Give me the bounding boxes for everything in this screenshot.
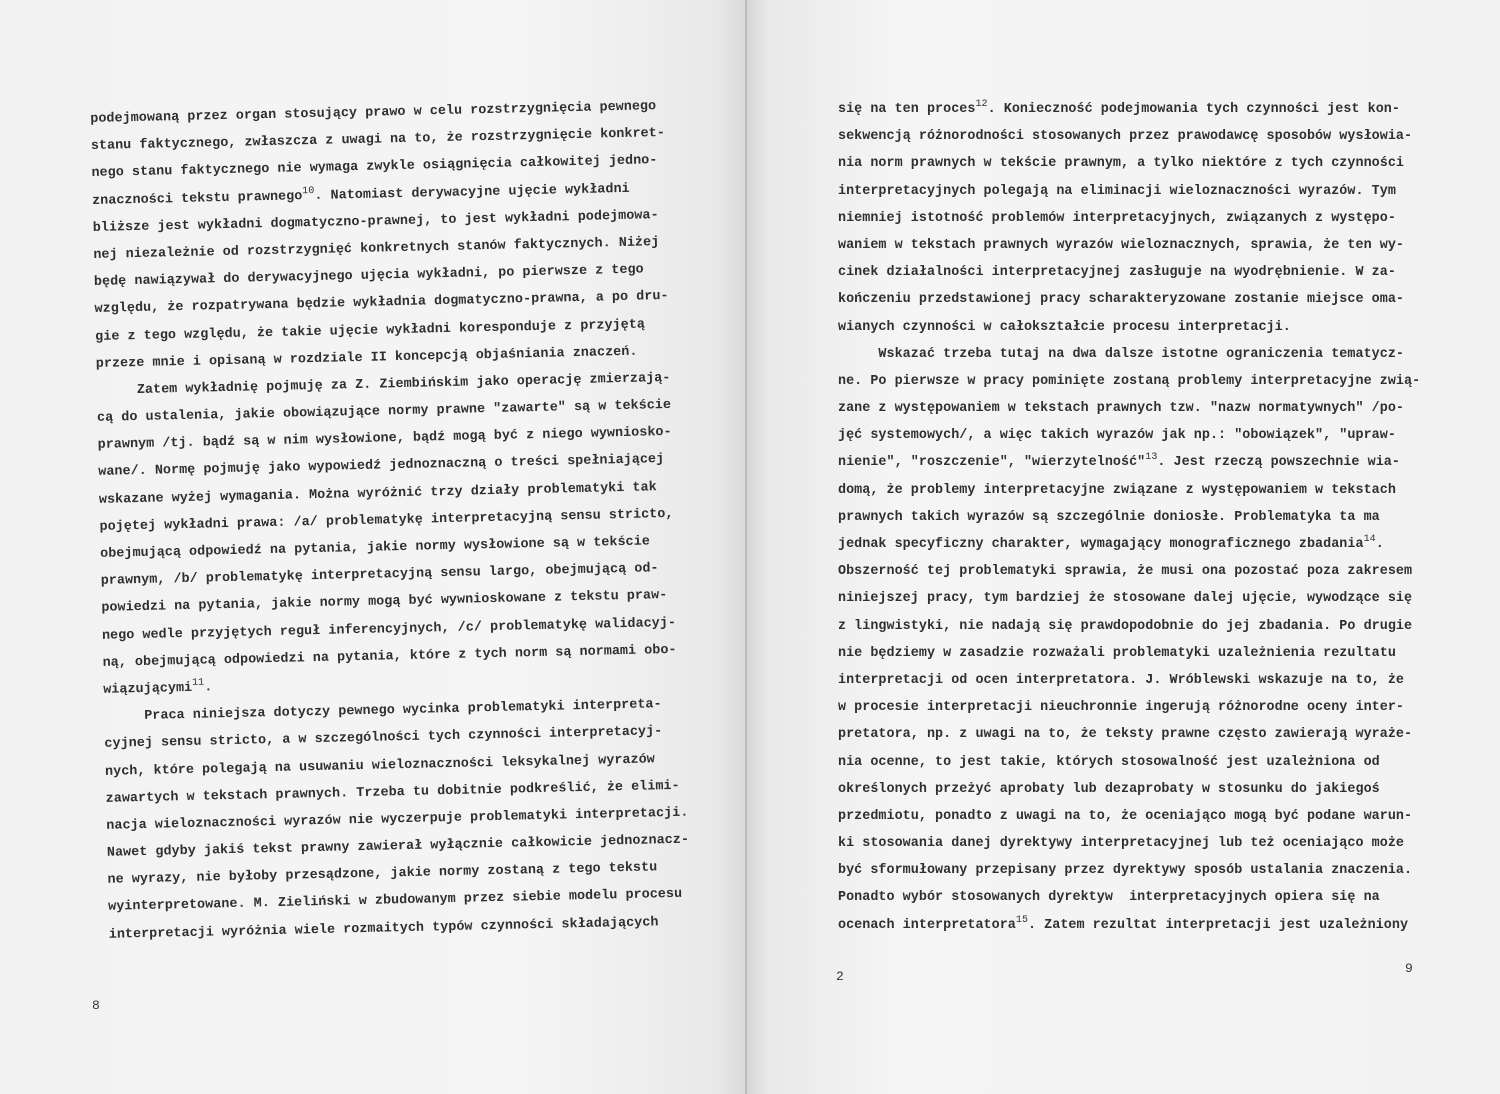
text-line-content: cinek działalności interpretacyjnej zasługuje na wyodrębnienie. W za- xyxy=(838,265,1396,281)
text-line-content: domą, że problemy interpretacyjne związane z występowaniem w tekstach xyxy=(838,482,1396,498)
footnote-marker: 12 xyxy=(975,99,988,110)
text-line-content: Ponadto wybór stosowanych dyrektyw interpretacyjnych opiera się na xyxy=(838,890,1380,906)
text-line-content: zane z występowaniem w tekstach prawnych tzw. "nazw normatywnych" /po- xyxy=(838,401,1404,417)
text-line-continuation: . xyxy=(1375,537,1384,552)
footnote-marker: 10 xyxy=(302,185,315,197)
text-line-content: względu, że rozpatrywana będzie wykładnia dogmatyczno-prawna, a po dru- xyxy=(94,289,669,318)
left-page-number: 8 xyxy=(92,998,100,1013)
text-line-content: kończeniu przedstawionej pracy scharakteryzowane zostanie miejsce oma- xyxy=(838,292,1404,308)
text-line-content: ną, obejmującą odpowiedzi na pytania, które z tych norm są normami obo- xyxy=(102,642,677,671)
left-page xyxy=(0,0,747,1094)
text-line xyxy=(838,286,1420,313)
text-line-content: w procesie interpretacji nieuchronnie ingerują różnorodne oceny inter- xyxy=(838,700,1404,716)
text-line xyxy=(838,803,1420,830)
text-line-content: powiedzi na pytania, jakie normy mogą być wywnioskowane z tekstu praw- xyxy=(101,588,668,617)
footnote-marker: 14 xyxy=(1363,534,1376,545)
text-line xyxy=(838,585,1420,612)
footnote-marker: 11 xyxy=(191,677,205,689)
text-line-content: przedmiotu, ponadto z uwagi na to, że oceniająco mogą być podane warun- xyxy=(838,808,1413,824)
text-line-content: znaczności tekstu prawnego xyxy=(91,188,303,209)
text-line xyxy=(838,721,1420,748)
text-line-content: niemniej istotność problemów interpretacyjnych, związanych z występo- xyxy=(838,210,1396,226)
text-line-content: interpretacji wyróżnia wiele rozmaitych typów czynności składających xyxy=(108,914,659,943)
text-line-content: niniejszej pracy, tym bardziej że stosowane dalej ujęcie, wywodzące się xyxy=(838,591,1413,607)
text-line-content: prawnych takich wyrazów są szczególnie doniosłe. Problematyka ta ma xyxy=(838,509,1380,525)
text-line-content: interpretacyjnych polegają na eliminacji wieloznaczności wyrazów. Tym xyxy=(838,183,1396,199)
text-line xyxy=(838,531,1420,558)
text-line-content: podejmowaną przez organ stosujący prawo w celu rozstrzygnięcia pewnego xyxy=(90,99,657,127)
text-line-content: się na ten proces xyxy=(838,102,976,117)
text-line-content: bliższe jest wykładni dogmatyczno-prawnej, to jest wykładni podejmowa- xyxy=(92,207,659,236)
text-line-content: Zatem wykładnię pojmuję za Z. Ziembińskim jako operację zmierzają- xyxy=(96,370,671,399)
text-line xyxy=(838,776,1420,803)
text-line-content: ocenach interpretatora xyxy=(838,917,1016,933)
text-line-continuation: . Konieczność podejmowania tych czynności jest kon- xyxy=(987,102,1400,117)
text-line-content: sekwencją różnorodności stosowanych przez prawodawcę sposobów wysłowia- xyxy=(838,129,1413,145)
right-page-number: 9 xyxy=(1405,961,1413,976)
text-line xyxy=(838,341,1420,368)
text-line-content: gie z tego względu, że takie ujęcie wykładni koresponduje z przyjętą xyxy=(95,316,646,345)
text-line-content: Obszerność tej problematyki sprawia, że musi ona pozostać poza zakresem xyxy=(838,564,1413,580)
text-line xyxy=(838,96,1420,123)
text-line-content: Praca niniejsza dotyczy pewnego wycinka problematyki interpreta- xyxy=(103,697,662,725)
text-line-content: ne. Po pierwsze w pracy pominięte zostaną problemy interpretacyjne zwią- xyxy=(838,373,1421,389)
text-line-content: przeze mnie i opisaną w rozdziale II koncepcją objaśniania znaczeń. xyxy=(95,344,638,372)
text-line xyxy=(838,395,1420,422)
text-line-content: wyinterpretowane. M. Zieliński w zbudowanym przez siebie modelu procesu xyxy=(108,887,683,916)
text-line-content: nacja wieloznaczności wyrazów nie wyczerpuje problematyki interpretacji. xyxy=(106,805,689,834)
text-line-content: Nawet gdyby jakiś tekst prawny zawierał wyłącznie całkowicie jednoznacz- xyxy=(106,832,690,861)
text-line-content: wane/. Normę pojmuję jako wypowiedź jednoznaczną o treści spełniającej xyxy=(98,452,665,481)
text-line-continuation: . xyxy=(204,680,213,696)
text-line-content: wskazane wyżej wymagania. Można wyróżnić trzy działy problematyki tak xyxy=(98,479,657,508)
right-page-bottom-mark: 2 xyxy=(836,969,844,984)
text-line-content: nienie", "roszczenie", "wierzytelność" xyxy=(838,455,1146,471)
text-line-continuation: . Jest rzeczą powszechnie wia- xyxy=(1157,455,1400,471)
text-line-content: Wskazać trzeba tutaj na dwa dalsze istotne ograniczenia tematycz- xyxy=(838,346,1404,362)
text-line-content: waniem w tekstach prawnych wyrazów wieloznacznych, sprawia, że ten wy- xyxy=(838,237,1404,253)
text-line-content: nie będziemy w zasadzie rozważali problematyki uzależnienia rezultatu xyxy=(838,645,1396,661)
text-line-content: określonych przeżyć aprobaty lub dezaprobaty w stosunku do jakiegoś xyxy=(838,781,1380,797)
text-line xyxy=(838,368,1420,395)
text-line-content: obejmującą odpowiedź na pytania, jakie normy wysłowione są w tekście xyxy=(100,534,651,562)
text-line xyxy=(838,150,1420,177)
footnote-marker: 13 xyxy=(1145,452,1158,464)
text-line-content: zawartych w tekstach prawnych. Trzeba tu dobitnie podkreślić, że elimi- xyxy=(105,778,680,807)
text-line xyxy=(838,123,1420,150)
text-line-content: ne wyrazy, nie byłoby przesądzone, jakie normy zostaną z tego tekstu xyxy=(107,860,658,889)
text-line-content: cyjnej sensu stricto, a w szczególności tych czynności interpretacyj- xyxy=(104,724,663,753)
text-line xyxy=(838,613,1420,640)
text-line xyxy=(838,477,1420,504)
text-line-content: być sformułowany przepisany przez dyrektywy sposób ustalania znaczenia. xyxy=(838,863,1413,879)
text-line xyxy=(838,749,1420,776)
text-line-content: nego stanu faktycznego nie wymaga zwykle osiągnięcia całkowitej jedno- xyxy=(91,153,658,182)
text-line xyxy=(838,449,1420,476)
footnote-marker: 15 xyxy=(1015,914,1028,926)
text-line-content: pretatora, np. z uwagi na to, że teksty prawne często zawierają wyraże- xyxy=(838,727,1413,743)
text-line-content: interpretacji od ocen interpretatora. J. Wróblewski wskazuje na to, że xyxy=(838,672,1404,688)
text-line-content: prawnym, /b/ problematykę interpretacyjną sensu largo, obejmującą od- xyxy=(100,561,659,590)
text-line xyxy=(838,558,1420,585)
text-line-content: nia ocenne, to jest takie, których stosowalność jest uzależniona od xyxy=(838,754,1380,770)
text-line-content: wiązującymi xyxy=(103,680,193,698)
text-line-content: jednak specyficzny charakter, wymagający monograficznego zbadania xyxy=(838,537,1364,552)
text-line-content: prawnym /tj. bądź są w nim wysłowione, bądź mogą być z niego wywniosko- xyxy=(97,425,672,454)
text-line-content: pojętej wykładni prawa: /a/ problematykę interpretacyjną sensu stricto, xyxy=(99,506,674,535)
text-line xyxy=(838,857,1420,884)
text-line-content: jęć systemowych/, a więc takich wyrazów jak np.: "obowiązek", "upraw- xyxy=(838,428,1396,444)
text-line xyxy=(838,667,1420,694)
text-line-content: wianych czynności w całokształcie procesu interpretacji. xyxy=(838,319,1291,335)
text-line xyxy=(838,178,1420,205)
right-page-text xyxy=(838,96,1420,939)
text-line xyxy=(838,694,1420,721)
text-line xyxy=(838,314,1420,341)
text-line xyxy=(838,830,1420,857)
text-line-content: będę nawiązywał do derywacyjnego ujęcia wykładni, po pierwsze z tego xyxy=(93,262,644,291)
text-line-content: nych, które polegają na usuwaniu wieloznaczności leksykalnej wyrazów xyxy=(104,751,655,780)
right-page xyxy=(747,0,1500,1094)
text-line xyxy=(838,912,1420,939)
text-line xyxy=(838,884,1420,911)
text-line-content: nej niezależnie od rozstrzygnięć konkretnych stanów faktycznych. Niżej xyxy=(93,235,660,263)
text-line-content: nego wedle przyjętych reguł inferencyjnych, /c/ problematykę walidacyj- xyxy=(101,615,677,644)
text-line-content: ki stosowania danej dyrektywy interpretacyjnej lub też oceniająco może xyxy=(838,836,1404,852)
text-line-content: cą do ustalenia, jakie obowiązujące normy prawne "zawarte" są w tekście xyxy=(96,397,672,426)
text-line-continuation: . Zatem rezultat interpretacji jest uzależniony xyxy=(1028,917,1409,933)
text-line-content: nia norm prawnych w tekście prawnym, a tylko niektóre z tych czynności xyxy=(838,156,1404,172)
left-page-text xyxy=(90,93,691,949)
text-line-content: stanu faktycznego, zwłaszcza z uwagi na to, że rozstrzygnięcie konkret- xyxy=(90,126,666,155)
text-line xyxy=(838,640,1420,667)
text-line xyxy=(838,422,1420,449)
text-line-continuation: . Natomiast derywacyjne ujęcie wykładni xyxy=(314,181,630,204)
text-line xyxy=(838,205,1420,232)
text-line xyxy=(838,259,1420,286)
text-line xyxy=(838,232,1420,259)
text-line xyxy=(838,504,1420,531)
text-line-content: z lingwistyki, nie nadają się prawdopodobnie do jej zbadania. Po drugie xyxy=(838,618,1413,634)
